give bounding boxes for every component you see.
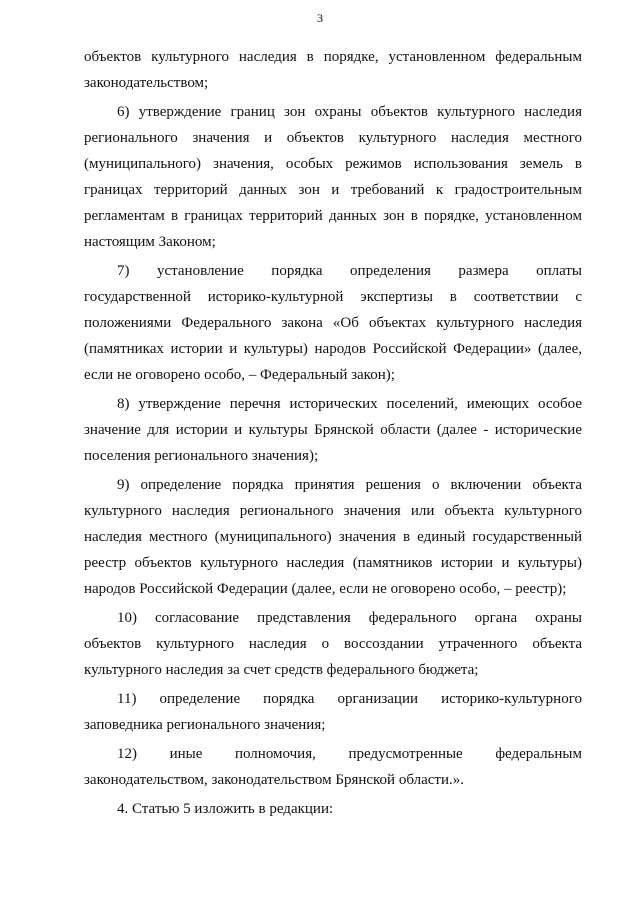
text-line: 7) установление порядка определения размера оплаты (117, 263, 582, 279)
text-line: народов Российской Федерации (далее, если не оговорено особо, – реестр); (84, 581, 567, 597)
paragraph (84, 796, 582, 822)
text-line: регионального значения и объектов культурного наследия местного (84, 130, 582, 146)
text-line: регламентам в границах территорий данных зон в порядке, установленном (84, 208, 582, 224)
text-line: культурного наследия за счет средств федерального бюджета; (84, 662, 479, 678)
text-line: 11) определение порядка организации историко-культурного (117, 691, 582, 707)
text-line: 4. Статью 5 изложить в редакции: (117, 801, 334, 817)
text-line: 9) определение порядка принятия решения о включении объекта (117, 477, 582, 493)
text-line: законодательством, законодательством Брянской области.». (84, 772, 464, 788)
text-line: если не оговорено особо, – Федеральный закон); (84, 367, 395, 383)
text-line: 6) утверждение границ зон охраны объектов культурного наследия (117, 104, 582, 120)
page-number: 3 (317, 11, 323, 25)
text-line: значение для истории и культуры Брянской области (далее - исторические (84, 422, 582, 438)
text-line: объектов культурного наследия о воссоздании утраченного объекта (84, 636, 582, 652)
text-line: настоящим Законом; (84, 234, 216, 250)
paragraph (84, 686, 582, 738)
text-line: (муниципального) значения, особых режимов использования земель в (84, 156, 582, 172)
paragraph (84, 391, 582, 469)
text-line: 12) иные полномочия, предусмотренные федеральным (117, 746, 582, 762)
paragraph (84, 99, 582, 255)
paragraph (84, 605, 582, 683)
paragraph (84, 741, 582, 793)
text-line: 10) согласование представления федерального органа охраны (117, 610, 582, 626)
text-line: 8) утверждение перечня исторических поселений, имеющих особое (117, 396, 582, 412)
paragraph (84, 472, 582, 602)
text-line: реестр объектов культурного наследия (памятников истории и культуры) (84, 555, 582, 571)
text-line: культурного наследия регионального значения или объекта культурного (84, 503, 582, 519)
text-line: положениями Федерального закона «Об объектах культурного наследия (84, 315, 582, 331)
text-line: объектов культурного наследия в порядке, установленном федеральным (84, 49, 582, 65)
text-line: поселения регионального значения); (84, 448, 319, 464)
text-line: (памятниках истории и культуры) народов Российской Федерации» (далее, (84, 341, 582, 357)
text-line: наследия местного (муниципального) значения в единый государственный (84, 529, 582, 545)
paragraph (84, 44, 582, 96)
document-body (84, 44, 582, 822)
paragraph (84, 258, 582, 388)
text-line: границах территорий данных зон и требований к градостроительным (84, 182, 582, 198)
text-line: заповедника регионального значения; (84, 717, 326, 733)
text-line: законодательством; (84, 75, 209, 91)
text-line: государственной историко-культурной экспертизы в соответствии с (84, 289, 582, 305)
